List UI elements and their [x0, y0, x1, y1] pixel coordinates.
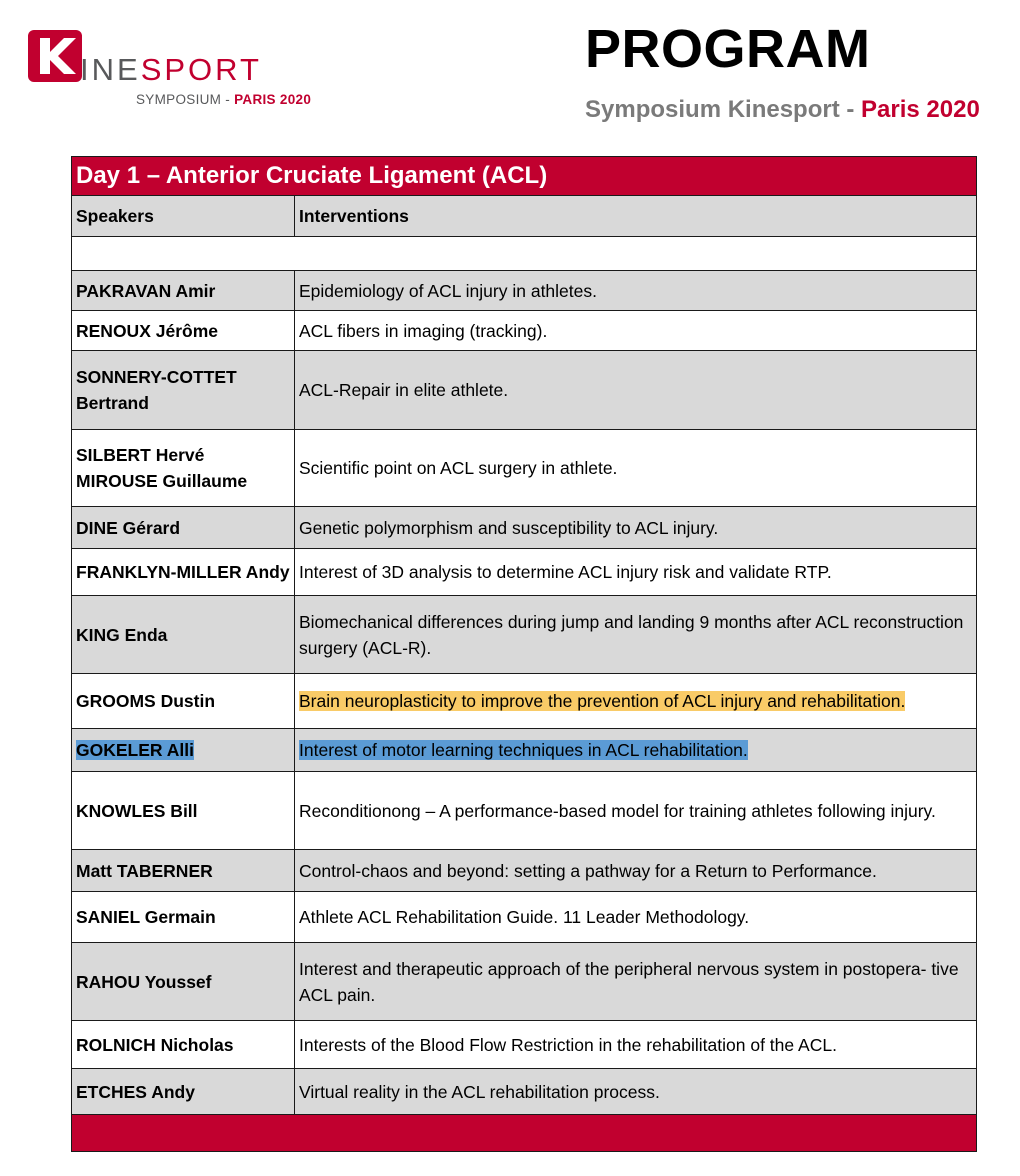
day-title: Day 1 – Anterior Cruciate Ligament (ACL) — [72, 157, 977, 196]
intervention-title — [295, 674, 977, 729]
table-row — [72, 772, 977, 850]
page-title: PROGRAM — [585, 19, 871, 79]
table-row — [72, 507, 977, 549]
intervention-title: Athlete ACL Rehabilitation Guide. 11 Leader Methodology. — [295, 892, 977, 943]
column-header-speakers: Speakers — [72, 196, 295, 237]
highlighted-text: Brain neuroplasticity to improve the prevention of ACL injury and rehabilitation. — [299, 691, 906, 711]
spacer-row — [72, 237, 977, 271]
speaker-name: DINE Gérard — [72, 507, 295, 549]
speaker-name: FRANKLYN-MILLER Andy — [72, 549, 295, 596]
logo-subtitle: SYMPOSIUM - PARIS 2020 — [136, 92, 312, 107]
table-row — [72, 1069, 977, 1115]
logo-wordmark: INESPORT — [80, 52, 262, 87]
speaker-name: GROOMS Dustin — [72, 674, 295, 729]
table-row — [72, 674, 977, 729]
table-row — [72, 596, 977, 674]
intervention-title: Reconditionong – A performance-based model for training athletes following injury. — [295, 772, 977, 850]
column-header-interventions: Interventions — [295, 196, 977, 237]
speaker-name-line: MIROUSE Guillaume — [76, 471, 248, 491]
intervention-title — [295, 729, 977, 772]
speaker-name: SANIEL Germain — [72, 892, 295, 943]
program-table — [71, 156, 977, 1152]
speaker-name: RAHOU Youssef — [72, 943, 295, 1021]
page-subtitle: Symposium Kinesport - Paris 2020 — [585, 96, 980, 123]
speaker-name: ROLNICH Nicholas — [72, 1021, 295, 1069]
kinesport-logo — [28, 30, 318, 110]
speaker-name — [72, 729, 295, 772]
speaker-name: Matt TABERNER — [72, 850, 295, 892]
speaker-name — [72, 430, 295, 507]
intervention-title: Genetic polymorphism and susceptibility to ACL injury. — [295, 507, 977, 549]
table-footer-band — [72, 1115, 977, 1152]
intervention-title: Interests of the Blood Flow Restriction in the rehabilitation of the ACL. — [295, 1021, 977, 1069]
intervention-title: Epidemiology of ACL injury in athletes. — [295, 271, 977, 311]
intervention-title: Virtual reality in the ACL rehabilitation process. — [295, 1069, 977, 1115]
table-row — [72, 729, 977, 772]
speaker-name-line: SILBERT Hervé — [76, 445, 205, 465]
speaker-name: RENOUX Jérôme — [72, 311, 295, 351]
table-row — [72, 430, 977, 507]
speaker-name: KNOWLES Bill — [72, 772, 295, 850]
table-row — [72, 351, 977, 430]
speaker-name: SONNERY-COTTET Bertrand — [72, 351, 295, 430]
intervention-title: ACL-Repair in elite athlete. — [295, 351, 977, 430]
intervention-title: Interest of 3D analysis to determine ACL injury risk and validate RTP. — [295, 549, 977, 596]
speaker-name: KING Enda — [72, 596, 295, 674]
table-row — [72, 850, 977, 892]
table-row — [72, 271, 977, 311]
intervention-title: Biomechanical differences during jump and landing 9 months after ACL reconstruction surgery (ACL-R). — [295, 596, 977, 674]
intervention-title: Interest and therapeutic approach of the peripheral nervous system in postopera- tive ACL pain. — [295, 943, 977, 1021]
selected-text: GOKELER Alli — [76, 740, 194, 760]
table-row — [72, 1021, 977, 1069]
intervention-title: Scientific point on ACL surgery in athlete. — [295, 430, 977, 507]
intervention-title: ACL fibers in imaging (tracking). — [295, 311, 977, 351]
table-row — [72, 311, 977, 351]
speaker-name: ETCHES Andy — [72, 1069, 295, 1115]
intervention-title: Control-chaos and beyond: setting a pathway for a Return to Performance. — [295, 850, 977, 892]
speaker-name: PAKRAVAN Amir — [72, 271, 295, 311]
table-row — [72, 549, 977, 596]
kinesport-k-logo-icon — [28, 30, 82, 82]
selected-text: Interest of motor learning techniques in ACL rehabilitation. — [299, 740, 748, 760]
table-row — [72, 892, 977, 943]
table-row — [72, 943, 977, 1021]
